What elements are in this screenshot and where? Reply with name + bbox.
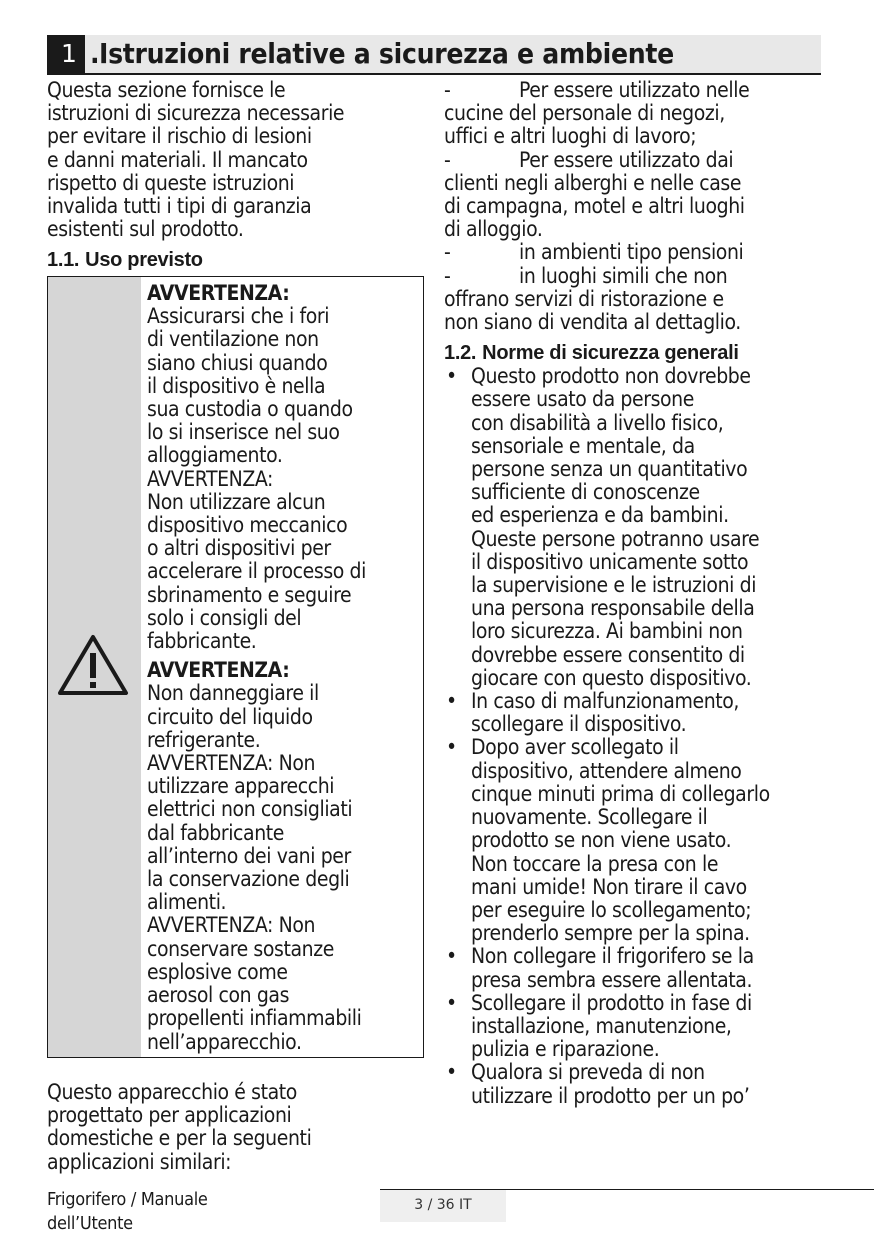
- warning-label: AVVERTENZA: Non: [147, 751, 316, 776]
- dash-marker: -: [444, 263, 451, 288]
- text-line: con disabilità a livello fisico,: [471, 410, 724, 435]
- warning-box: [47, 276, 424, 1058]
- text-line: Frigorifero / Manuale: [47, 1189, 208, 1210]
- text-line: loro sicurezza. Ai bambini non: [471, 619, 743, 644]
- warning-line: esplosive come: [147, 959, 288, 984]
- bullet-item: [444, 1061, 834, 1107]
- intro-paragraph: [47, 79, 417, 241]
- text-line: ed esperienza e da bambini.: [471, 503, 729, 528]
- dash-marker: -: [444, 147, 451, 172]
- text-line: per eseguire lo scollegamento;: [471, 897, 752, 922]
- subsection-1-1-heading: [47, 248, 417, 272]
- warning-line: dal fabbricante: [147, 820, 285, 845]
- text-line: • Non collegare il frigorifero se la: [471, 944, 754, 969]
- text-line: Queste persone potranno usare: [471, 526, 760, 551]
- dash-item-text: cucine del personale di negozi,: [444, 101, 725, 126]
- warning-line: alloggiamento.: [147, 443, 283, 468]
- dash-item-text: uffici e altri luoghi di lavoro;: [444, 124, 697, 149]
- warning-line: propellenti infiammabili: [147, 1006, 362, 1031]
- safety-bullet-list: [444, 365, 834, 1108]
- bullet-item: [444, 945, 834, 991]
- right-column: [444, 79, 834, 1108]
- subsection-title: Uso previsto: [85, 249, 203, 272]
- text-line: • In caso di malfunzionamento,: [471, 689, 740, 714]
- warning-line: elettrici non consigliati: [147, 797, 353, 822]
- warning-label: AVVERTENZA:: [147, 281, 290, 305]
- footer-manual-title: [47, 1188, 208, 1236]
- text-line: dovrebbe essere consentito di: [471, 642, 745, 667]
- subsection-title: Norme di sicurezza generali: [482, 342, 739, 365]
- warning-line: conservare sostanze: [147, 936, 334, 961]
- warning-line: dispositivo meccanico: [147, 513, 348, 538]
- warning-line: sbrinamento e seguire: [147, 582, 352, 607]
- warning-line: Non utilizzare alcun: [147, 489, 326, 514]
- text-line: essere usato da persone: [471, 387, 694, 412]
- warning-line: il dispositivo è nella: [147, 373, 326, 398]
- warning-line: circuito del liquido: [147, 704, 313, 729]
- text-line: sensoriale e mentale, da: [471, 433, 695, 458]
- dash-item-text: clienti negli alberghi e nelle case: [444, 170, 742, 195]
- text-line: rispetto di queste istruzioni: [47, 170, 295, 195]
- text-line: Questo apparecchio é stato: [47, 1080, 297, 1104]
- warning-line: solo i consigli del: [147, 605, 302, 630]
- text-line: istruzioni di sicurezza necessarie: [47, 101, 345, 126]
- dash-item-text: Per essere utilizzato nelle: [519, 78, 750, 102]
- text-line: domestiche e per la seguenti: [47, 1126, 312, 1151]
- text-line: prenderlo sempre per la spina.: [471, 921, 750, 946]
- warning-label: AVVERTENZA: Non: [147, 913, 316, 938]
- dash-item-continuation: [444, 125, 834, 148]
- warning-line: Assicurarsi che i fori: [147, 304, 330, 329]
- warning-line: aerosol con gas: [147, 983, 290, 1008]
- warning-line: Non danneggiare il: [147, 681, 319, 706]
- dash-item-continuation: [444, 288, 834, 311]
- text-line: dell’Utente: [47, 1213, 133, 1234]
- bottom-left-paragraph: [47, 1081, 311, 1174]
- section-number-dot: .: [90, 37, 100, 70]
- section-title-text: Istruzioni relative a sicurezza e ambiente: [99, 37, 674, 70]
- text-line: esistenti sul prodotto.: [47, 217, 244, 242]
- applications-intro: [47, 1081, 311, 1174]
- section-number: 1: [61, 39, 77, 68]
- text-line: mani umide! Non tirare il cavo: [471, 874, 747, 899]
- warning-line: sua custodia o quando: [147, 397, 353, 422]
- section-header: [47, 35, 821, 75]
- dash-item-continuation: [444, 195, 834, 218]
- text-line: prodotto se non viene usato.: [471, 828, 732, 853]
- dash-item-continuation: [444, 218, 834, 241]
- dash-marker: -: [444, 78, 451, 102]
- warning-label: AVVERTENZA:: [147, 658, 290, 683]
- bullet-item: [444, 736, 834, 945]
- dash-item: [444, 265, 834, 288]
- text-line: per evitare il rischio di lesioni: [47, 124, 312, 149]
- dash-item-text: di campagna, motel e altri luoghi: [444, 194, 745, 219]
- text-line: • Qualora si preveda di non: [471, 1060, 705, 1085]
- dash-item-text: in ambienti tipo pensioni: [519, 240, 744, 265]
- text-line: una persona responsabile della: [471, 596, 755, 621]
- warning-line: utilizzare apparecchi: [147, 774, 335, 799]
- bullet-item: [444, 690, 834, 736]
- warning-line: o altri dispositivi per: [147, 536, 331, 561]
- text-line: nuovamente. Scollegare il: [471, 805, 708, 830]
- dash-marker: -: [444, 240, 451, 265]
- text-line: sufficiente di conoscenze: [471, 480, 700, 505]
- text-line: persone senza un quantitativo: [471, 457, 748, 482]
- left-column: [47, 79, 417, 272]
- section-title: [90, 37, 674, 71]
- warning-line: fabbricante.: [147, 629, 257, 654]
- warning-line: la conservazione degli: [147, 867, 350, 892]
- text-line: dispositivo, attendere almeno: [471, 758, 742, 783]
- text-line: scollegare il dispositivo.: [471, 712, 687, 737]
- text-line: progettato per applicazioni: [47, 1103, 292, 1128]
- text-line: • Questo prodotto non dovrebbe: [471, 364, 751, 389]
- dash-item-text: offrano servizi di ristorazione e: [444, 286, 724, 311]
- text-line: • Scollegare il prodotto in fase di: [471, 990, 752, 1015]
- dash-item: [444, 241, 834, 264]
- section-number-box: [47, 35, 85, 73]
- warning-line: di ventilazione non: [147, 327, 319, 352]
- dash-item: [444, 79, 834, 102]
- text-line: installazione, manutenzione,: [471, 1013, 732, 1038]
- dash-item-continuation: [444, 311, 834, 334]
- footer-page-number: 3 / 36 IT: [380, 1190, 506, 1222]
- bullet-item: [444, 992, 834, 1062]
- dash-item-text: Per essere utilizzato dai: [519, 147, 734, 172]
- bullet-item: [444, 365, 834, 690]
- text-line: pulizia e riparazione.: [471, 1037, 660, 1062]
- warning-label: AVVERTENZA:: [147, 466, 274, 491]
- warning-line: lo si inserisce nel suo: [147, 420, 340, 445]
- dash-item-text: di alloggio.: [444, 217, 543, 242]
- text-line: la supervisione e le istruzioni di: [471, 573, 757, 598]
- warning-line: alimenti.: [147, 890, 227, 915]
- dash-item-continuation: [444, 172, 834, 195]
- subsection-number: 1.1.: [47, 249, 80, 272]
- subsection-number: 1.2.: [444, 342, 477, 365]
- text-line: e danni materiali. Il mancato: [47, 147, 308, 172]
- warning-line: siano chiusi quando: [147, 350, 328, 375]
- text-line: giocare con questo dispositivo.: [471, 665, 752, 690]
- dash-item-text: in luoghi simili che non: [519, 263, 728, 288]
- text-line: cinque minuti prima di collegarlo: [471, 781, 770, 806]
- text-line: il dispositivo unicamente sotto: [471, 549, 749, 574]
- text-line: invalida tutti i tipi di garanzia: [47, 194, 312, 219]
- applications-list: [444, 79, 834, 334]
- text-line: • Dopo aver scollegato il: [471, 735, 679, 760]
- text-line: utilizzare il prodotto per un po’: [471, 1083, 750, 1108]
- dash-item-continuation: [444, 102, 834, 125]
- warning-text: [147, 282, 366, 1054]
- warning-line: nell’apparecchio.: [147, 1029, 302, 1054]
- warning-line: accelerare il processo di: [147, 559, 366, 584]
- dash-item: [444, 149, 834, 172]
- warning-triangle-icon: [57, 633, 129, 697]
- subsection-1-2-heading: [444, 341, 834, 365]
- text-line: Questa sezione fornisce le: [47, 78, 286, 102]
- text-line: Non toccare la presa con le: [471, 851, 719, 876]
- warning-line: refrigerante.: [147, 727, 261, 752]
- text-line: presa sembra essere allentata.: [471, 967, 753, 992]
- text-line: applicazioni similari:: [47, 1149, 232, 1174]
- warning-line: all’interno dei vani per: [147, 843, 351, 868]
- dash-item-text: non siano di vendita al dettaglio.: [444, 310, 741, 335]
